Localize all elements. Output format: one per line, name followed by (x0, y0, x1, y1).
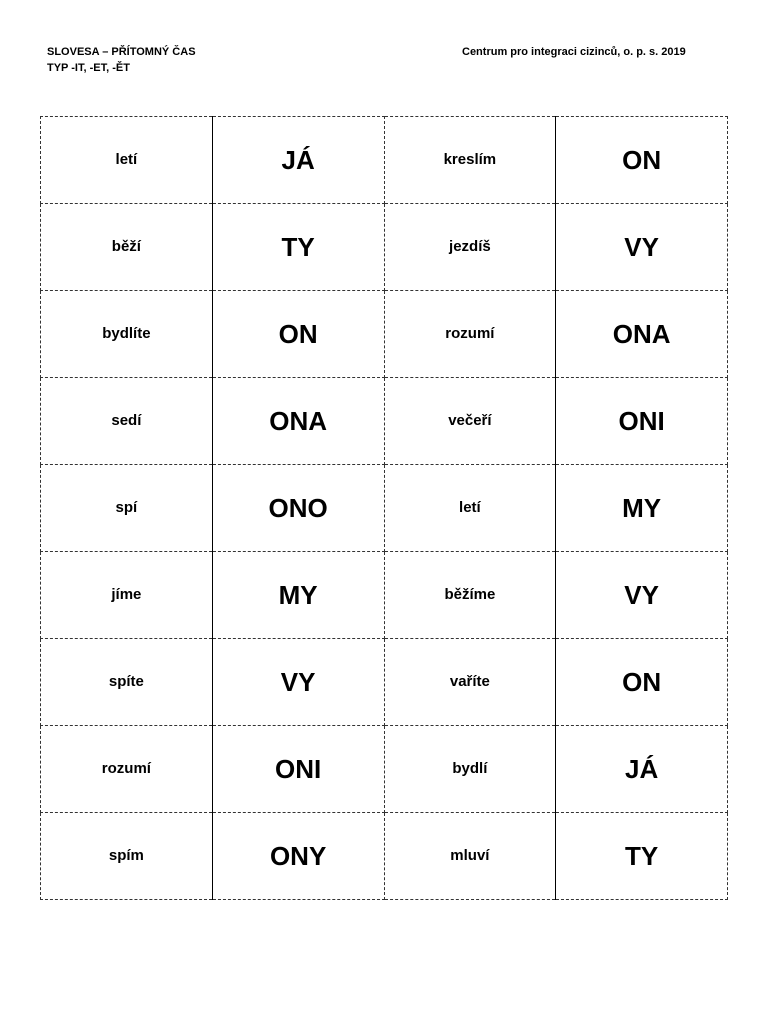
verb-card (384, 552, 556, 639)
card-grid (40, 116, 728, 900)
pronoun-card (212, 291, 384, 378)
verb-text: spíte (108, 673, 144, 690)
verb-text: jezdíš (449, 238, 491, 255)
pronoun-card (556, 117, 728, 204)
pronoun-text: MY (278, 579, 318, 610)
pronoun-text: ONI (618, 405, 665, 436)
pronoun-card (212, 813, 384, 900)
card-row (41, 639, 728, 726)
verb-text: sedí (111, 412, 142, 429)
verb-text: jíme (111, 586, 142, 603)
pronoun-text: MY (622, 492, 662, 523)
pronoun-text: ON (278, 318, 318, 349)
card-row (41, 726, 728, 813)
verb-card (41, 639, 213, 726)
pronoun-text: TY (625, 840, 659, 871)
verb-card (384, 204, 556, 291)
worksheet-title (47, 44, 196, 76)
pronoun-text: ONI (275, 753, 322, 784)
verb-card (384, 378, 556, 465)
pronoun-card (212, 639, 384, 726)
pronoun-text: ONA (269, 405, 328, 436)
card-row (41, 465, 728, 552)
pronoun-text: VY (624, 579, 659, 610)
verb-text: rozumí (101, 760, 151, 777)
pronoun-text: VY (280, 666, 316, 697)
card-row (41, 552, 728, 639)
publisher-credit: Centrum pro integraci cizinců, o. p. s. 2019 (462, 46, 686, 58)
verb-card (384, 813, 556, 900)
verb-text: rozumí (445, 325, 495, 342)
verb-text: bydlíte (102, 325, 151, 342)
pronoun-card (556, 552, 728, 639)
pronoun-text: JÁ (625, 753, 659, 784)
verb-text: běžíme (444, 586, 496, 603)
verb-text: vaříte (449, 673, 490, 690)
pronoun-text: ONA (612, 318, 671, 349)
pronoun-card (556, 204, 728, 291)
pronoun-card (212, 204, 384, 291)
pronoun-text: VY (624, 231, 659, 262)
pronoun-card (556, 291, 728, 378)
verb-card (41, 291, 213, 378)
card-row (41, 204, 728, 291)
verb-card (41, 204, 213, 291)
verb-text: kreslím (443, 151, 497, 168)
pronoun-card (556, 639, 728, 726)
pronoun-card (556, 726, 728, 813)
verb-card (384, 291, 556, 378)
pronoun-card (212, 726, 384, 813)
pronoun-card (212, 117, 384, 204)
verb-card (384, 726, 556, 813)
pronoun-text: TY (281, 231, 315, 262)
verb-card (384, 117, 556, 204)
verb-text: letí (459, 499, 481, 516)
title-line-2: TYP -IT, -ET, -ĚT (47, 62, 130, 74)
pronoun-card (556, 465, 728, 552)
verb-card (41, 465, 213, 552)
verb-text: letí (115, 151, 138, 168)
verb-card (41, 813, 213, 900)
verb-text: spí (115, 499, 138, 516)
verb-card (41, 117, 213, 204)
pronoun-card (556, 378, 728, 465)
pronoun-text: ON (622, 666, 662, 697)
pronoun-text: JÁ (281, 144, 315, 175)
pronoun-text: ON (622, 144, 662, 175)
verb-card (384, 465, 556, 552)
verb-text: večeří (448, 412, 492, 429)
verb-card (41, 378, 213, 465)
pronoun-card (212, 465, 384, 552)
card-row (41, 813, 728, 900)
card-row (41, 378, 728, 465)
pronoun-text: ONY (269, 840, 327, 871)
verb-card (41, 726, 213, 813)
verb-text: bydlí (452, 760, 488, 777)
verb-text: běží (111, 238, 141, 255)
pronoun-card (212, 378, 384, 465)
pronoun-card (212, 552, 384, 639)
verb-card (384, 639, 556, 726)
card-row (41, 117, 728, 204)
pronoun-card (556, 813, 728, 900)
verb-text: mluví (450, 847, 490, 864)
pronoun-text: ONO (268, 492, 328, 523)
verb-text: spím (108, 847, 144, 864)
verb-card (41, 552, 213, 639)
title-line-1: SLOVESA – PŘÍTOMNÝ ČAS (47, 46, 196, 58)
card-row (41, 291, 728, 378)
